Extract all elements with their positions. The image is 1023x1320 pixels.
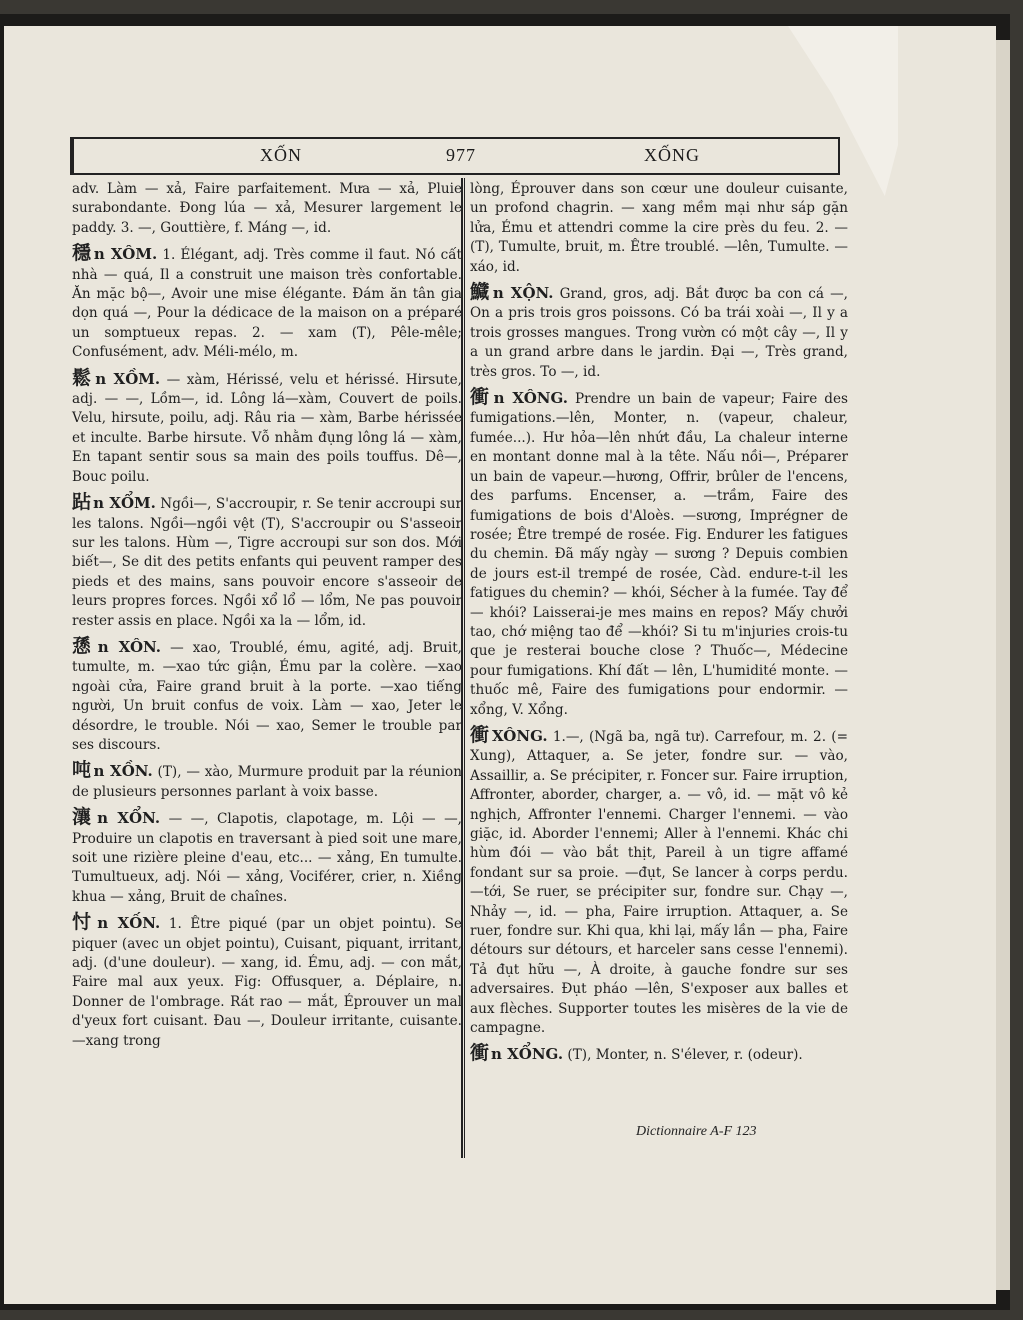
entry-text: Ngồi—, S'accroupir, r. Se tenir accroupi sur les talons. Ngồi—ngồi vệt (T), S'accroupir ou S'asseoir sur les talons. Hùm —, Tigre accroupi sur son dos. Mới biết—, Se dit des petits enfants qui peuvent ramper des pieds et des mains, sans pouvoir encore s'asseoir de leurs propres forces. Ngồi xổ lổ — lổm, Ne pas pouvoir rester assis en place. Ngồi xa la — lổm, id. <box>72 496 462 629</box>
entry-xom-2 <box>72 366 462 487</box>
entry-headword: 鬆 n XỒM. <box>72 366 161 389</box>
entry-xon-2 <box>72 761 462 802</box>
left-column <box>72 180 462 1057</box>
entry-xong-3 <box>470 1044 848 1065</box>
right-guide-word: XỐNG <box>644 145 700 165</box>
entry-headword: 衝 XÔNG. <box>470 723 548 746</box>
entry-xong-1 <box>470 388 848 720</box>
entry-text: adv. Làm — xả, Faire parfaitement. Mưa — xả, Pluie surabondante. Đong lúa — xả, Mesurer largement le paddy. 3. —, Gouttière, f. Máng —, id. <box>72 181 462 236</box>
entry-xong-2 <box>470 723 848 1039</box>
entry-text: (T), — xào, Murmure produit par la réunion de plusieurs personnes parlant à voix basse. <box>72 764 462 800</box>
entry-headword: 吨 n XỒN. <box>72 759 153 782</box>
entry-text: Grand, gros, adj. Bắt được ba con cá —, On a pris trois gros poissons. Có ba trái xoài —, Il y a trois grosses mangues. Trong vườn có một cây —, Il y a un grand arbre dans le jardin. Đại —, Très grand, très gros. To —, id. <box>470 286 848 380</box>
page-header <box>70 137 840 175</box>
entry-text: Prendre un bain de vapeur; Faire des fumigations.—lên, Monter, n. (vapeur, chaleur, fumée...). Hư hỏa—lên nhứt đầu, La chaleur interne en montant donne mal à la tête. Nấu nồi—, Préparer un bain de vapeur.—hương, Offrir, brûler de l'encens, des parfums. Encenser, a. —trầm, Faire des fumigations de bois d'Aloès. —sương, Imprégner de rosée; Être trempé de rosée. Fig. Endurer les fatigues du chemin. Đã mấy ngày — sương ? Depuis combien de jours est-il trempé de rosée, Càd. endure-t-il les fatigues du chemin? — khói, Sécher à la fumée. Tay để — khói? Laisserai-je mes mains en repos? Mấy chưởi tao, chớ miệng tao để —khói? Si tu m'injuries crois-tu que je resterai bouche close ? Thuốc—, Médecine pour fumigations. Khí đất — lên, L'humidité monte. — thuốc mê, Faire des fumigations pour endormir. — xổng, V. Xổng. <box>470 391 848 718</box>
entry-text: — —, Clapotis, clapotage, m. Lội — —, Produire un clapotis en traversant à pied soit une mare, soit une rizière pleine d'eau, etc... — xảng, En tumulte. Tumultueux, adj. Nói — xảng, Vociférer, crier, n. Xiềng khua — xảng, Bruit de chaînes. <box>72 811 462 905</box>
entry-text: 1. Être piqué (par un objet pointu). Se piquer (avec un objet pointu), Cuisant, piquant, irritant, adj. (d'une douleur). — xang, id. Ému, adj. — con mắt, Faire mal aux yeux. Fig: Offusquer, a. Déplaire, n. Donner de l'ombrage. Rát rao — mắt, Éprouver un mal d'yeux fort cuisant. Đau —, Douleur irritante, cuisante. —xang trong <box>72 916 462 1049</box>
entry-headword: 瀼 n XỔN. <box>72 806 161 829</box>
left-guide-word: XỐN <box>260 145 302 165</box>
page-number: 977 <box>446 145 476 165</box>
right-column <box>470 180 848 1072</box>
entry-xon-3 <box>72 808 462 907</box>
entry-text: 1. Élégant, adj. Très comme il faut. Nó cất nhà — quá, Il a construit une maison très confortable. Ăn mặc bộ—, Avoir une mise élégante. Đám ăn tân gia dọn quá —, Pour la dédicace de la maison on a préparé un somptueux repas. 2. — xam (T), Pêle-mêle; Confusément, adv. Méli-mélo, m. <box>72 247 462 361</box>
signature-mark: Dictionnaire A-F 123 <box>636 1124 757 1139</box>
entry-text: lòng, Éprouver dans son cœur une douleur cuisante, un profond chagrin. — xang mềm mại như sáp gặn lửa, Ému et attendri comme la cire près du feu. 2. — (T), Tumulte, bruit, m. Être troublé. —lên, Tumulte. — xáo, id. <box>470 181 848 275</box>
entry-xom-3 <box>72 493 462 631</box>
entry-headword: 衝 n XÔNG. <box>470 386 569 409</box>
entry-headword: 穩 n XÔM. <box>72 242 158 265</box>
entry-xon-1 <box>72 634 462 755</box>
entry-headword: 忖 n XỐN. <box>72 911 161 934</box>
entry-continuation <box>72 180 462 238</box>
entry-xon-5 <box>470 283 848 382</box>
entry-xon-4 <box>72 913 462 1051</box>
entry-text: — xao, Troublé, ému, agité, adj. Bruit, tumulte, m. —xao tức giận, Ému par la colère. —xao ngoài cửa, Faire grand bruit à la porte. —xao tiếng người, Un bruit confus de voix. Làm — xao, Jeter le désordre, le trouble. Nói — xao, Semer le trouble par ses discours. <box>72 639 462 753</box>
entry-headword: 跕 n XỔM. <box>72 491 156 514</box>
entry-text: 1.—, (Ngã ba, ngã tư). Carrefour, m. 2. (= Xung), Attaquer, a. Se jeter, fondre sur. — vào, Assaillir, a. Se précipiter, r. Foncer sur. Faire irruption, Affronter, aborder, charger, a. — vô, id. — mặt vô kẻ nghịch, Affronter l'ennemi. Charger l'ennemi. — vào giặc, id. Aborder l'ennemi; Aller à l'ennemi. Khác chi hùm đói — vào bắt thịt, Pareil à un tigre affamé fondant sur sa proie. —đụt, Se lancer à corps perdu. —tới, Se ruer, se précipiter sur, fondre sur. Chạy —, Nhảy —, id. — pha, Faire irruption. Attaquer, a. Se ruer, fondre sur. Khi qua, khi lại, mấy lần — pha, Faire détours sur détours, et harceler sans cesse l'ennemi). Tả đụt hữu —, À droite, à gauche fondre sur ses adversaires. Đụt pháo —lên, S'exposer aux balles et aux flèches. Supporter toutes les misères de la vie de campagne. <box>470 728 848 1037</box>
entry-headword: 衝 n XỔNG. <box>470 1042 564 1065</box>
entry-xom-1 <box>72 244 462 362</box>
entry-headword: 愻 n XÔN. <box>72 634 162 657</box>
entry-text: (T), Monter, n. S'élever, r. (odeur). <box>567 1047 803 1064</box>
entry-text: — xàm, Hérissé, velu et hérissé. Hirsute, adj. — —, Lồm—, id. Lông lá—xàm, Couvert de poils. Velu, hirsute, poilu, adj. Râu ria — xàm, Barbe hérissée et inculte. Barbe hirsute. Vỗ nhằm đụng lông lá — xàm, En tapant sentir sous sa main des poils touffus. Dê—, Bouc poilu. <box>72 371 462 485</box>
entry-continuation <box>470 180 848 277</box>
entry-headword: 鱵 n XỘN. <box>470 281 554 304</box>
